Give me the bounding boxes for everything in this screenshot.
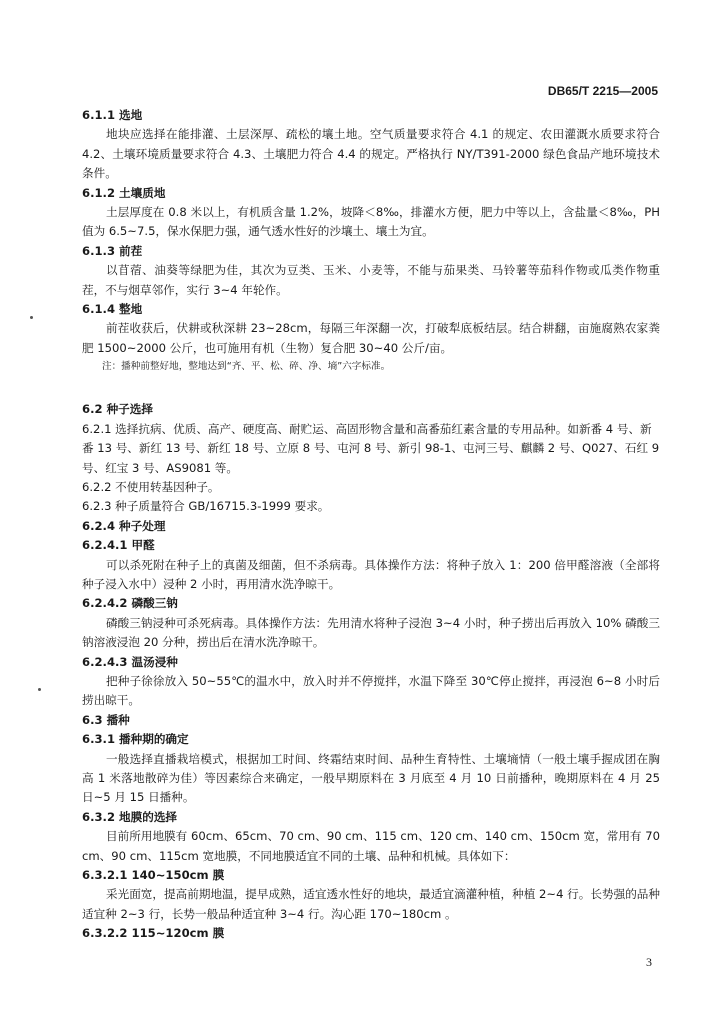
section-6-1-3-heading: 6.1.3 前茬 <box>82 243 143 258</box>
section-6-1-4-heading: 6.1.4 整地 <box>82 302 143 317</box>
section-6-2-4-3-heading: 6.2.4.3 温汤浸种 <box>82 654 178 669</box>
section-6-3-1-text: 一般选择直播栽培模式，根据加工时间、终霜结束时间、品种生育特性、土壤墒情（一般土壤手握成团在胸高 1 米落地散碎为佳）等因素综合来确定，一般早期原料在 3 月底至 4 月 10 日前播种，晚期原料在 4 月 25 日~5 月 15 日播种。 <box>82 751 660 805</box>
standard-code: DB65/T 2215—2005 <box>547 84 658 98</box>
section-6-3-1-heading: 6.3.1 播种期的确定 <box>82 732 189 747</box>
section-spacer <box>82 376 660 400</box>
section-6-1-2-text: 土层厚度在 0.8 米以上，有机质含量 1.2%，坡降＜8‰，排灌水方便，肥力中等以上，含盐量＜8‰，PH 值为 6.5~7.5，保水保肥力强，通气透水性好的沙壤土、壤土为宜。 <box>82 205 660 239</box>
section-6-1-1-text: 地块应选择在能排灌、土层深厚、疏松的壤土地。空气质量要求符合 4.1 的规定、农田灌溉水质要求符合 4.2、土壤环境质量要求符合 4.3、土壤肥力符合 4.4 的规定。严格执行 NY/T391-2000 绿色食品产地环境技术条件。 <box>82 127 660 181</box>
section-6-1-1-heading: 6.1.1 选地 <box>82 108 143 122</box>
section-6-2-heading: 6.2 种子选择 <box>82 402 153 417</box>
section-6-1-4-note: 注：播种前整好地，整地达到“齐、平、松、碎、净、墒”六字标准。 <box>102 361 391 373</box>
section-6-3-2-1-text: 采光面宽，提高前期地温，提早成熟，适宜透水性好的地块，最适宜滴灌种植，种植 2~4 行。长势强的品种适宜种 2~3 行，长势一般品种适宜种 3~4 行。沟心距 170~180cm 。 <box>82 887 660 921</box>
section-6-3-2-2-heading: 6.3.2.2 115~120cm 膜 <box>82 926 225 941</box>
section-6-2-4-heading: 6.2.4 种子处理 <box>82 518 166 533</box>
section-6-3-2-1-heading: 6.3.2.1 140~150cm 膜 <box>82 868 225 883</box>
section-6-2-4-1-text: 可以杀死附在种子上的真菌及细菌，但不杀病毒。具体操作方法：将种子放入 1：200 倍甲醛溶液（全部将种子浸入水中）浸种 2 小时，再用清水洗净晾干。 <box>82 557 660 591</box>
section-6-3-2-text: 目前所用地膜有 60cm、65cm、70 cm、90 cm、115 cm、120 cm、140 cm、150cm 宽，常用有 70 cm、90 cm、115cm 宽地膜，不同地膜适宜不同的土壤、品种和机械。具体如下： <box>82 829 660 863</box>
section-6-1-3-text: 以苜蓿、油葵等绿肥为佳，其次为豆类、玉米、小麦等，不能与茄果类、马铃薯等茄科作物或瓜类作物重茬，不与烟草邻作，实行 3~4 年轮作。 <box>82 263 660 297</box>
section-6-1-4-text: 前茬收获后，伏耕或秋深耕 23~28cm，每隔三年深翻一次，打破犁底板结层。结合耕翻，亩施腐熟农家粪肥 1500~2000 公斤，也可施用有机（生物）复合肥 30~40 公斤/亩。 <box>82 321 660 355</box>
section-6-3-heading: 6.3 播种 <box>82 712 130 727</box>
section-6-2-4-3-text: 把种子徐徐放入 50~55℃的温水中，放入时并不停搅拌，水温下降至 30℃停止搅拌，再浸泡 6~8 小时后捞出晾干。 <box>82 673 660 708</box>
document-body <box>82 106 660 944</box>
section-6-2-4-2-heading: 6.2.4.2 磷酸三钠 <box>82 596 178 611</box>
scan-speck <box>38 688 41 691</box>
section-6-2-4-2-text: 磷酸三钠浸种可杀死病毒。具体操作方法：先用清水将种子浸泡 3~4 小时，种子捞出后再放入 10% 磷酸三钠溶液浸泡 20 分种，捞出后在清水洗净晾干。 <box>82 615 660 650</box>
section-6-2-1-text: 6.2.1 选择抗病、优质、高产、硬度高、耐贮运、高固形物含量和高番茄红素含量的专用品种。如新番 4 号、新番 13 号、新红 13 号、新红 18 号、立原 8 号、屯河 8 号、新引 98-1、屯河三号、麒麟 2 号、Q027、石红 9 号、红宝 3 号、AS9081 等。 <box>82 421 660 475</box>
section-6-2-3-text: 6.2.3 种子质量符合 GB/16715.3-1999 要求。 <box>82 499 330 514</box>
section-6-1-2-heading: 6.1.2 土壤质地 <box>82 185 166 200</box>
page-number: 3 <box>646 955 652 969</box>
section-6-3-2-heading: 6.3.2 地膜的选择 <box>82 809 178 824</box>
section-6-2-2-text: 6.2.2 不使用转基因种子。 <box>82 479 220 494</box>
section-6-2-4-1-heading: 6.2.4.1 甲醛 <box>82 538 155 553</box>
scan-speck <box>30 316 33 319</box>
